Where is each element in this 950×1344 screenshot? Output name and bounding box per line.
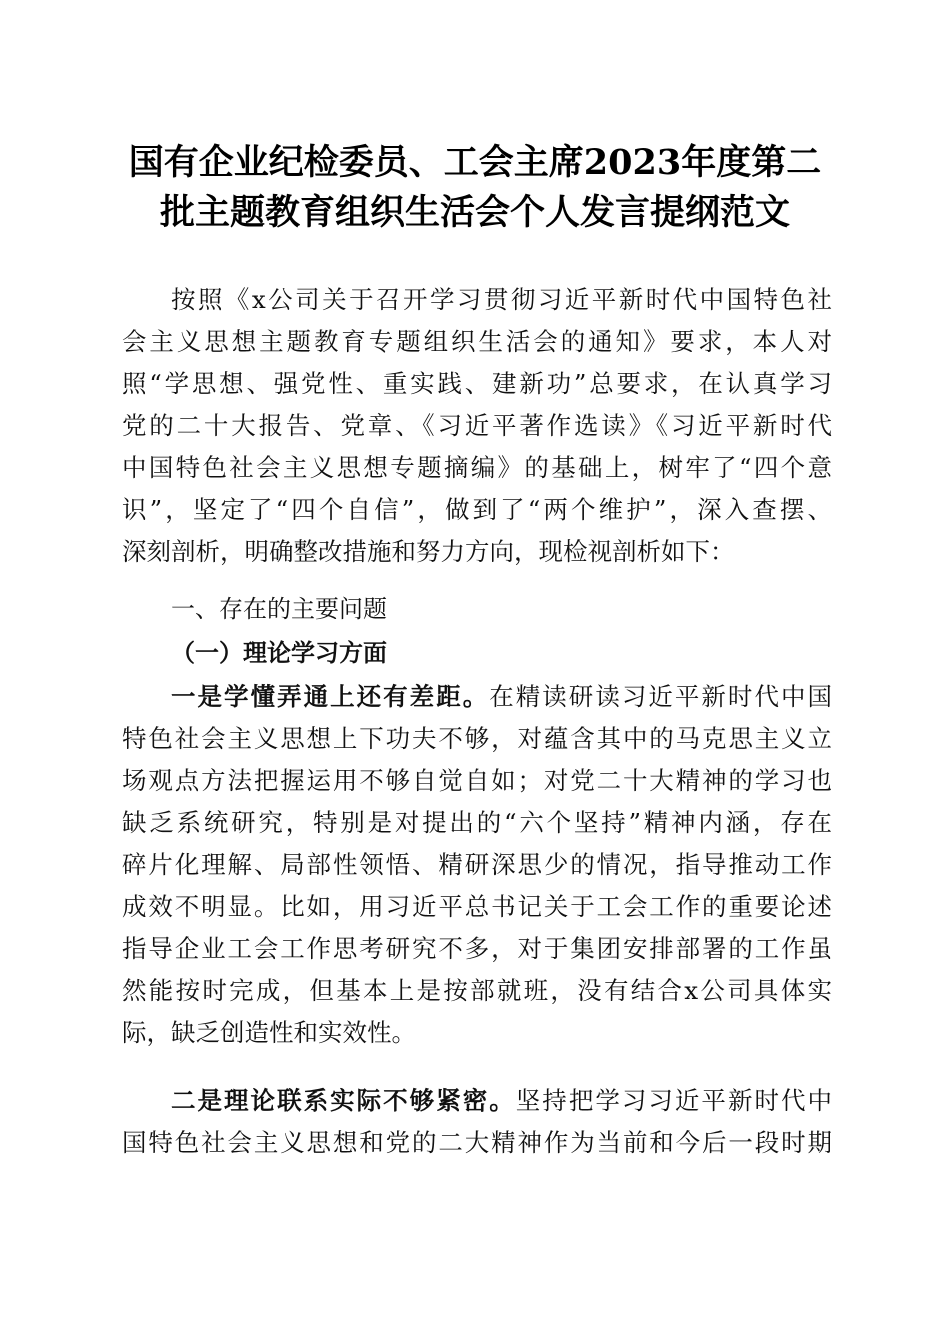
para1-line-1	[171, 680, 832, 714]
intro-line-1: 按照《x公司关于召开学习贯彻习近平新时代中国特色社	[171, 285, 832, 314]
intro-line-6: 识”，坚定了“四个自信”，做到了“两个维护”，深入查摆、	[122, 495, 832, 524]
intro-line-2: 会主义思想主题教育专题组织生活会的通知》要求，本人对	[122, 327, 832, 356]
document-title-line-1: 国有企业纪检委员、工会主席2023年度第二	[128, 142, 822, 183]
intro-line-4: 党的二十大报告、党章、《习近平著作选读》《习近平新时代	[122, 411, 832, 440]
para1-line-5: 碎片化理解、局部性领悟、精研深思少的情况，指导推动工作	[122, 850, 832, 879]
intro-line-3: 照“学思想、强党性、重实践、建新功”总要求，在认真学习	[122, 369, 832, 398]
para1-line-6: 成效不明显。比如，用习近平总书记关于工会工作的重要论述	[122, 892, 832, 921]
subsection-heading: （一）理论学习方面	[171, 638, 387, 667]
para1-lead: 一是学懂弄通上还有差距。	[171, 682, 490, 711]
para2-line-2: 国特色社会主义思想和党的二大精神作为当前和今后一段时期	[122, 1128, 832, 1157]
para1-line-7: 指导企业工会工作思考研究不多，对于集团安排部署的工作虽	[122, 934, 832, 963]
para2-lead: 二是理论联系实际不够紧密。	[171, 1086, 516, 1115]
para1-first-rest: 在精读研读习近平新时代中国	[489, 682, 832, 711]
para2-line-1	[171, 1084, 832, 1118]
intro-line-5: 中国特色社会主义思想专题摘编》的基础上，树牢了“四个意	[122, 453, 832, 482]
document-title-line-2: 批主题教育组织生活会个人发言提纲范文	[159, 192, 790, 233]
para1-line-3: 场观点方法把握运用不够自觉自如；对党二十大精神的学习也	[122, 766, 832, 795]
para2-first-rest: 坚持把学习习近平新时代中	[515, 1086, 833, 1115]
para1-line-9: 际，缺乏创造性和实效性。	[122, 1018, 416, 1047]
section-heading: 一、存在的主要问题	[171, 595, 387, 623]
para1-line-2: 特色社会主义思想上下功夫不够，对蕴含其中的马克思主义立	[122, 724, 832, 753]
para1-line-4: 缺乏系统研究，特别是对提出的“六个坚持”精神内涵，存在	[122, 808, 832, 837]
para1-line-8: 然能按时完成，但基本上是按部就班，没有结合x公司具体实	[122, 976, 832, 1005]
intro-line-7: 深刻剖析，明确整改措施和努力方向，现检视剖析如下：	[122, 537, 735, 566]
